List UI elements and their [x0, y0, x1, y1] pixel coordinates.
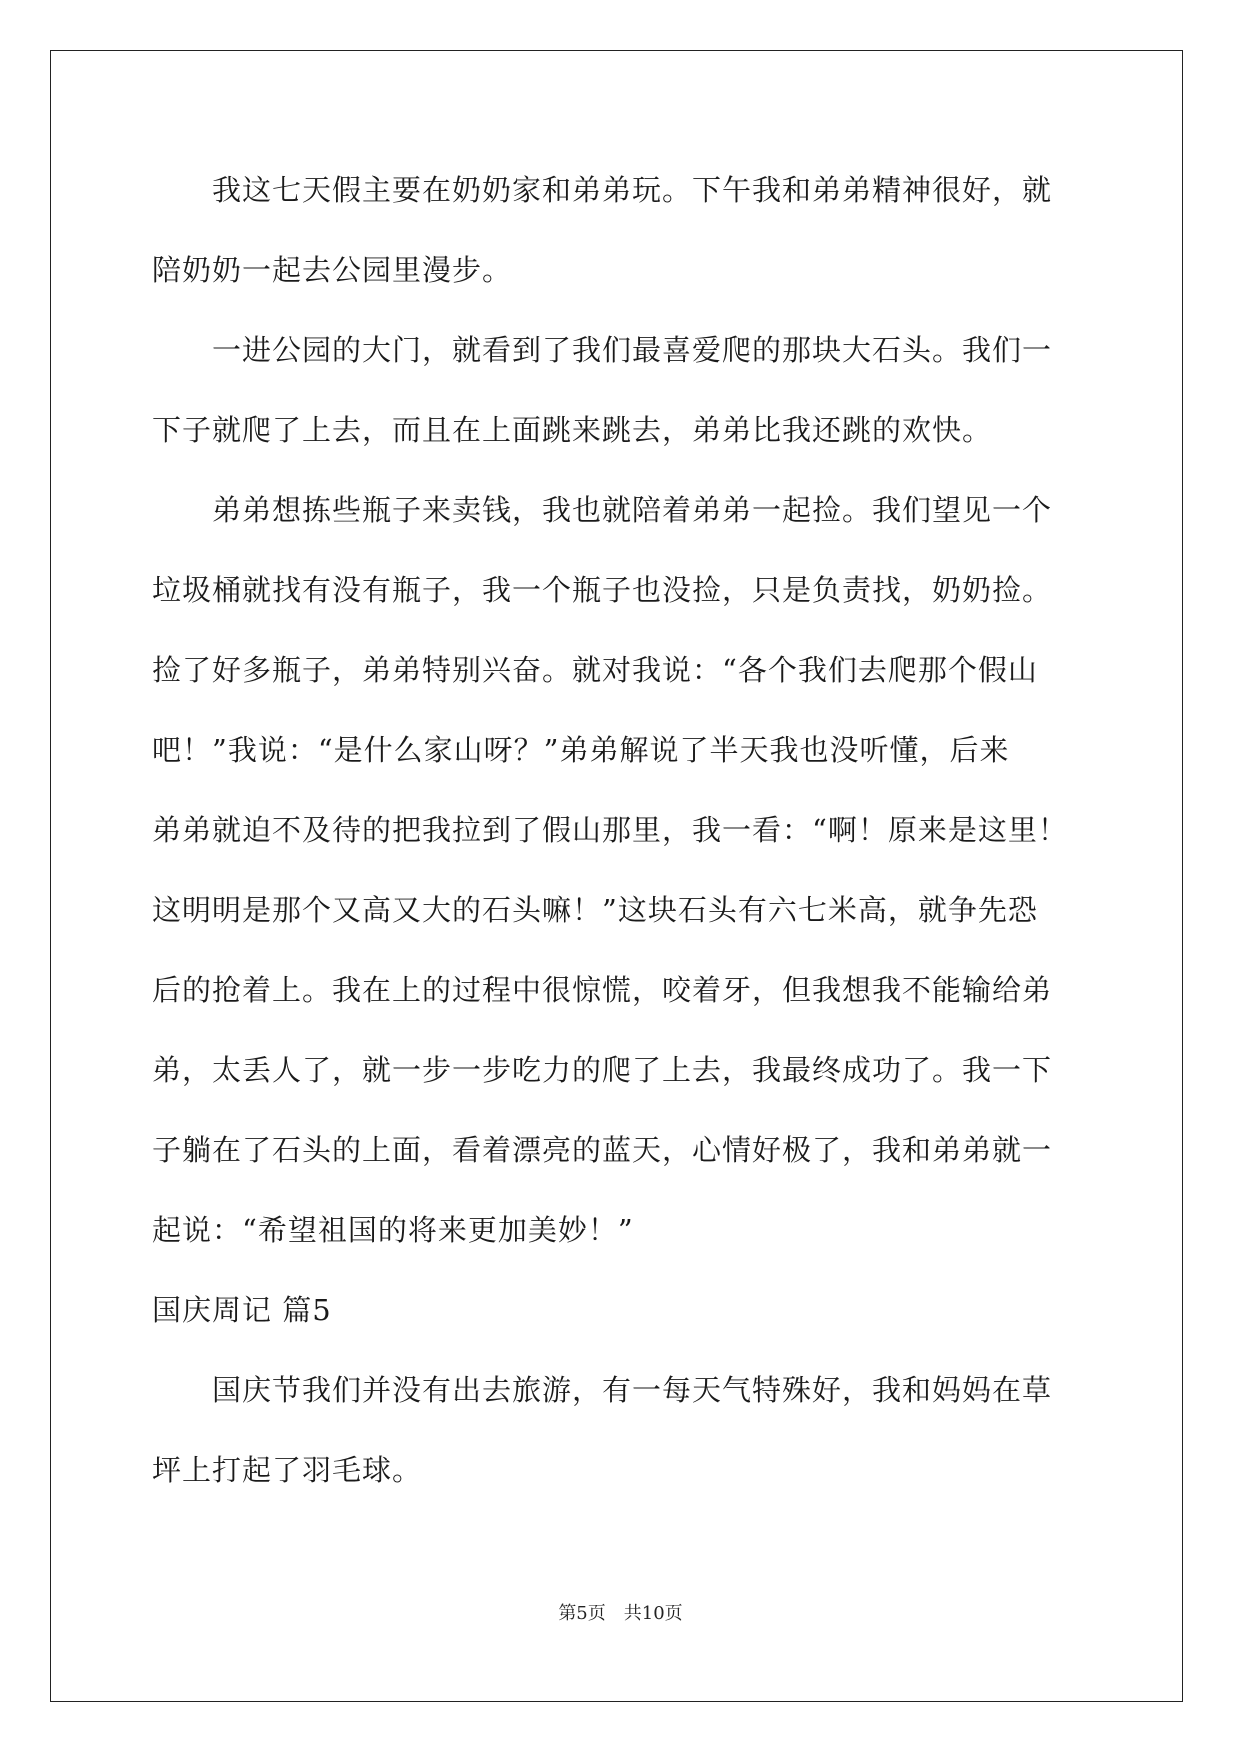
text-line: 我这七天假主要在奶奶家和弟弟玩。下午我和弟弟精神很好，就: [152, 173, 1053, 207]
text-line: 一进公园的大门，就看到了我们最喜爱爬的那块大石头。我们一: [152, 333, 1053, 367]
text-line: 陪奶奶一起去公园里漫步。: [152, 253, 513, 287]
text-line: 垃圾桶就找有没有瓶子，我一个瓶子也没捡，只是负责找，奶奶捡。: [152, 573, 1053, 607]
text-line: 坪上打起了羽毛球。: [152, 1453, 423, 1487]
text-line: 捡了好多瓶子，弟弟特别兴奋。就对我说：“各个我们去爬那个假山: [152, 653, 1038, 687]
text-line: 弟弟想拣些瓶子来卖钱，我也就陪着弟弟一起捡。我们望见一个: [152, 493, 1053, 527]
text-line: 吧！”我说：“是什么家山呀？”弟弟解说了半天我也没听懂，后来: [152, 733, 1010, 767]
page-number: 第5页: [558, 1603, 606, 1624]
text-line: 弟弟就迫不及待的把我拉到了假山那里，我一看：“啊！原来是这里！: [152, 813, 1068, 847]
page-footer: [0, 1602, 1241, 1626]
text-line: 国庆节我们并没有出去旅游，有一每天气特殊好，我和妈妈在草: [152, 1373, 1053, 1407]
text-line: 下子就爬了上去，而且在上面跳来跳去，弟弟比我还跳的欢快。: [152, 413, 993, 447]
text-line: 后的抢着上。我在上的过程中很惊慌，咬着牙，但我想我不能输给弟: [152, 973, 1053, 1007]
text-line: 这明明是那个又高又大的石头嘛！”这块石头有六七米高，就争先恐: [152, 893, 1038, 927]
section-heading: 国庆周记 篇5: [152, 1293, 332, 1327]
text-line: 弟，太丢人了，就一步一步吃力的爬了上去，我最终成功了。我一下: [152, 1053, 1053, 1087]
text-line: 起说：“希望祖国的将来更加美妙！”: [152, 1213, 634, 1247]
text-line: 子躺在了石头的上面，看着漂亮的蓝天，心情好极了，我和弟弟就一: [152, 1133, 1053, 1167]
page-total: 共10页: [623, 1603, 683, 1624]
